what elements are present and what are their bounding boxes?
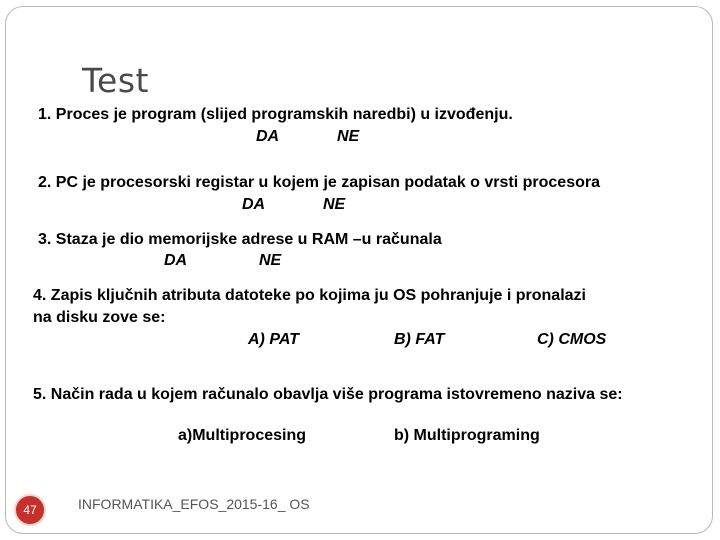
question-4-text-line1: 4. Zapis ključnih atributa datoteke po kojima ju OS pohranjuje i pronalazi (33, 287, 586, 304)
footer-course-label: INFORMATIKA_EFOS_2015-16_ OS (78, 496, 310, 512)
question-1-option-da[interactable]: DA (256, 128, 280, 145)
question-4-option-b[interactable]: B) FAT (394, 331, 445, 348)
question-5-text: 5. Način rada u kojem računalo obavlja više programa istovremeno naziva se: (33, 386, 623, 403)
question-5-option-a[interactable]: a)Multiprocesing (178, 427, 307, 444)
page-number-badge: 47 (14, 494, 46, 526)
question-4-option-a[interactable]: A) PAT (248, 331, 299, 348)
question-2-option-da[interactable]: DA (242, 196, 266, 213)
question-3-text: 3. Staza je dio memorijske adrese u RAM –u računala (38, 231, 442, 248)
question-3-option-ne[interactable]: NE (259, 252, 282, 269)
question-1-text: 1. Proces je program (slijed programskih naredbi) u izvođenju. (38, 106, 513, 123)
question-4-option-c[interactable]: C) CMOS (537, 331, 607, 348)
question-2-option-ne[interactable]: NE (323, 196, 346, 213)
question-4-text-line2: na disku zove se: (33, 309, 166, 326)
question-5-option-b[interactable]: b) Multiprograming (394, 427, 540, 444)
slide-title: Test (82, 61, 149, 100)
question-1-option-ne[interactable]: NE (337, 128, 360, 145)
question-3-option-da[interactable]: DA (164, 252, 188, 269)
question-2-text: 2. PC je procesorski registar u kojem je zapisan podatak o vrsti procesora (38, 174, 600, 191)
